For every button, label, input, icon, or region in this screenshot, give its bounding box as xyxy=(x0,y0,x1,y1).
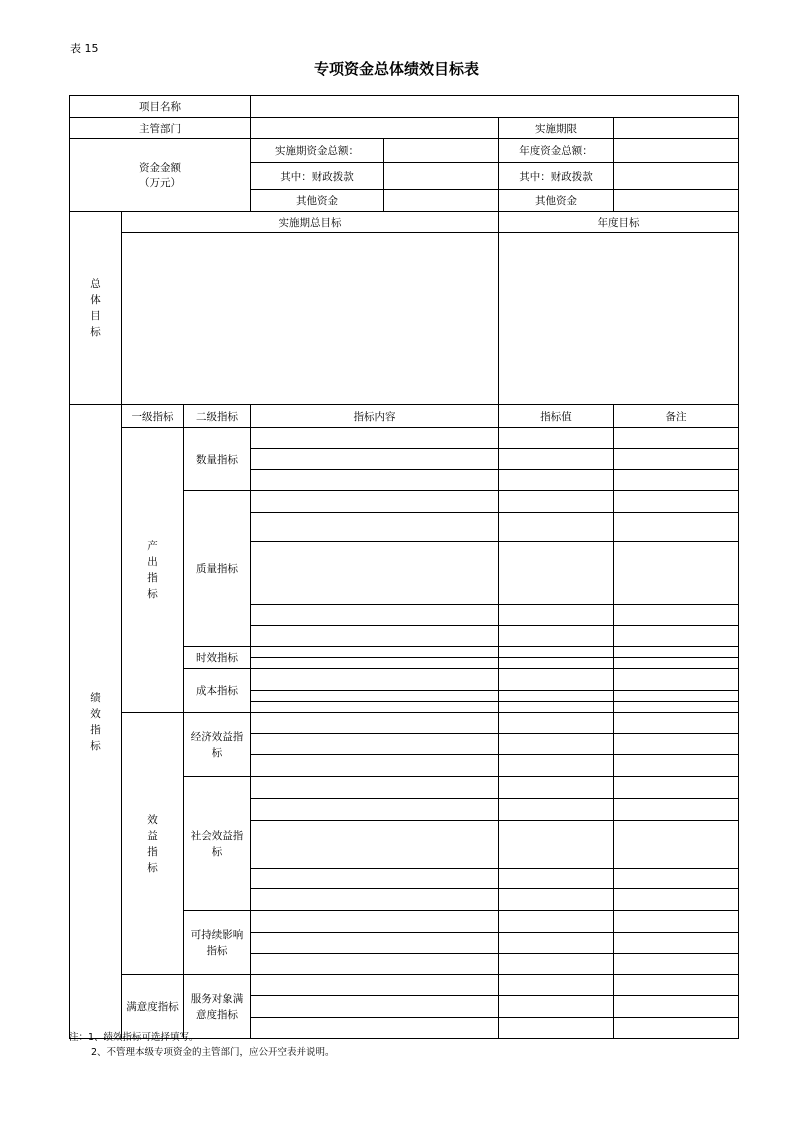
note-cell[interactable] xyxy=(614,449,739,470)
note-cell[interactable] xyxy=(614,605,739,626)
col-value-header: 指标值 xyxy=(499,405,614,428)
note-cell[interactable] xyxy=(614,799,739,821)
note-cell[interactable] xyxy=(614,975,739,996)
value-cell[interactable] xyxy=(499,449,614,470)
content-cell[interactable] xyxy=(251,734,499,755)
col-content-header: 指标内容 xyxy=(251,405,499,428)
note-cell[interactable] xyxy=(614,542,739,605)
value-cell[interactable] xyxy=(499,605,614,626)
note-cell[interactable] xyxy=(614,513,739,542)
content-cell[interactable] xyxy=(251,975,499,996)
content-cell[interactable] xyxy=(251,954,499,975)
perf-indicator-label: 绩效指标 xyxy=(70,405,122,1039)
benefit-indicator-label: 效益指标 xyxy=(122,713,184,975)
value-cell[interactable] xyxy=(499,777,614,799)
value-cell[interactable] xyxy=(499,428,614,449)
value-cell[interactable] xyxy=(499,911,614,933)
value-cell[interactable] xyxy=(499,1018,614,1039)
content-cell[interactable] xyxy=(251,428,499,449)
department-cell[interactable] xyxy=(251,118,499,139)
satisfaction-indicator-label: 满意度指标 xyxy=(122,975,184,1039)
value-cell[interactable] xyxy=(499,954,614,975)
fund-amount-label xyxy=(70,139,251,212)
period-cell[interactable] xyxy=(614,118,739,139)
content-cell[interactable] xyxy=(251,691,499,702)
value-cell[interactable] xyxy=(499,669,614,691)
note-cell[interactable] xyxy=(614,626,739,647)
value-cell[interactable] xyxy=(499,647,614,658)
value-cell[interactable] xyxy=(499,869,614,889)
quantity-indicator-label: 数量指标 xyxy=(184,428,251,491)
value-cell[interactable] xyxy=(499,626,614,647)
period-other-cell[interactable] xyxy=(384,190,499,212)
output-indicator-label: 产出指标 xyxy=(122,428,184,713)
note-cell[interactable] xyxy=(614,702,739,713)
content-cell[interactable] xyxy=(251,605,499,626)
value-cell[interactable] xyxy=(499,691,614,702)
performance-goal-form xyxy=(69,95,739,1039)
note-cell[interactable] xyxy=(614,954,739,975)
period-goal-header: 实施期总目标 xyxy=(122,212,499,233)
project-name-cell[interactable] xyxy=(251,96,739,118)
note-cell[interactable] xyxy=(614,669,739,691)
social-indicator-label: 社会效益指标 xyxy=(184,777,251,911)
value-cell[interactable] xyxy=(499,799,614,821)
content-cell[interactable] xyxy=(251,513,499,542)
content-cell[interactable] xyxy=(251,449,499,470)
value-cell[interactable] xyxy=(499,889,614,911)
overall-goal-label: 总体目标 xyxy=(70,212,122,405)
period-goal-cell[interactable] xyxy=(122,233,499,405)
value-cell[interactable] xyxy=(499,821,614,869)
note-cell[interactable] xyxy=(614,777,739,799)
cost-indicator-label: 成本指标 xyxy=(184,669,251,713)
content-cell[interactable] xyxy=(251,491,499,513)
sustain-indicator-label: 可持续影响指标 xyxy=(184,911,251,975)
note-cell[interactable] xyxy=(614,933,739,954)
period-fiscal-label: 其中：财政拨款 xyxy=(251,163,384,190)
value-cell[interactable] xyxy=(499,933,614,954)
note-cell[interactable] xyxy=(614,734,739,755)
content-cell[interactable] xyxy=(251,799,499,821)
table-number: 表 15 xyxy=(70,42,99,55)
service-satisfaction-label: 服务对象满意度指标 xyxy=(184,975,251,1039)
annual-fiscal-cell[interactable] xyxy=(614,163,739,190)
content-cell[interactable] xyxy=(251,542,499,605)
content-cell[interactable] xyxy=(251,713,499,734)
annual-goal-header: 年度目标 xyxy=(499,212,739,233)
fund-amount-line2: （万元） xyxy=(139,177,181,189)
quality-indicator-label: 质量指标 xyxy=(184,491,251,647)
content-cell[interactable] xyxy=(251,658,499,669)
note-cell[interactable] xyxy=(614,755,739,777)
note-cell[interactable] xyxy=(614,911,739,933)
value-cell[interactable] xyxy=(499,734,614,755)
note-cell[interactable] xyxy=(614,470,739,491)
value-cell[interactable] xyxy=(499,658,614,669)
content-cell[interactable] xyxy=(251,470,499,491)
annual-goal-cell[interactable] xyxy=(499,233,739,405)
value-cell[interactable] xyxy=(499,470,614,491)
document-title: 专项资金总体绩效目标表 xyxy=(313,60,479,78)
footnote-2: 2、不管理本级专项资金的主管部门，应公开空表并说明。 xyxy=(91,1047,335,1058)
value-cell[interactable] xyxy=(499,542,614,605)
content-cell[interactable] xyxy=(251,869,499,889)
annual-other-label: 其他资金 xyxy=(499,190,614,212)
footnotes xyxy=(69,1030,335,1060)
value-cell[interactable] xyxy=(499,755,614,777)
col-level1-header: 一级指标 xyxy=(122,405,184,428)
value-cell[interactable] xyxy=(499,713,614,734)
note-cell[interactable] xyxy=(614,821,739,869)
period-other-label: 其他资金 xyxy=(251,190,384,212)
note-cell[interactable] xyxy=(614,889,739,911)
annual-total-label: 年度资金总额： xyxy=(499,139,614,163)
col-note-header: 备注 xyxy=(614,405,739,428)
content-cell[interactable] xyxy=(251,889,499,911)
annual-fiscal-label: 其中：财政拨款 xyxy=(499,163,614,190)
content-cell[interactable] xyxy=(251,777,499,799)
annual-other-cell[interactable] xyxy=(614,190,739,212)
content-cell[interactable] xyxy=(251,626,499,647)
content-cell[interactable] xyxy=(251,911,499,933)
content-cell[interactable] xyxy=(251,933,499,954)
col-level2-header: 二级指标 xyxy=(184,405,251,428)
note-cell[interactable] xyxy=(614,428,739,449)
period-total-label: 实施期资金总额： xyxy=(251,139,384,163)
content-cell[interactable] xyxy=(251,647,499,658)
period-total-cell[interactable] xyxy=(384,139,499,163)
value-cell[interactable] xyxy=(499,702,614,713)
note-cell[interactable] xyxy=(614,691,739,702)
value-cell[interactable] xyxy=(499,975,614,996)
note-cell[interactable] xyxy=(614,1018,739,1039)
value-cell[interactable] xyxy=(499,491,614,513)
value-cell[interactable] xyxy=(499,996,614,1018)
timeliness-indicator-label: 时效指标 xyxy=(184,647,251,669)
note-cell[interactable] xyxy=(614,869,739,889)
note-cell[interactable] xyxy=(614,491,739,513)
department-label: 主管部门 xyxy=(70,118,251,139)
content-cell[interactable] xyxy=(251,702,499,713)
annual-total-cell[interactable] xyxy=(614,139,739,163)
project-name-label: 项目名称 xyxy=(70,96,251,118)
note-cell[interactable] xyxy=(614,713,739,734)
fund-amount-line1: 资金金额 xyxy=(139,162,181,174)
economic-indicator-label: 经济效益指标 xyxy=(184,713,251,777)
note-cell[interactable] xyxy=(614,658,739,669)
period-fiscal-cell[interactable] xyxy=(384,163,499,190)
footnote-1: 注：1、绩效指标可选择填写。 xyxy=(69,1032,199,1043)
content-cell[interactable] xyxy=(251,821,499,869)
content-cell[interactable] xyxy=(251,755,499,777)
value-cell[interactable] xyxy=(499,513,614,542)
period-label: 实施期限 xyxy=(499,118,614,139)
content-cell[interactable] xyxy=(251,669,499,691)
content-cell[interactable] xyxy=(251,996,499,1018)
note-cell[interactable] xyxy=(614,647,739,658)
note-cell[interactable] xyxy=(614,996,739,1018)
